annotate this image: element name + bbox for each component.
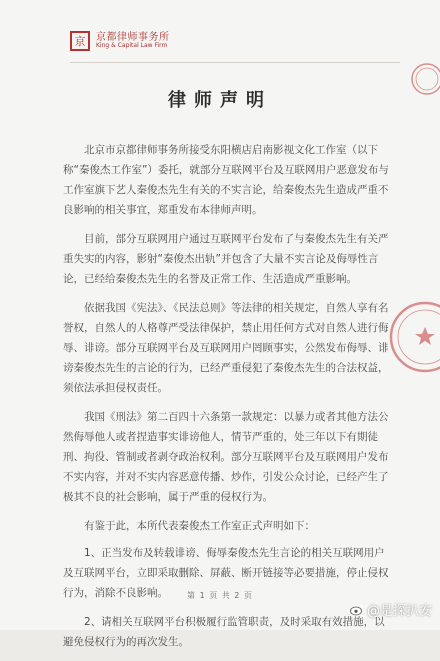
letterhead xyxy=(70,31,170,51)
weibo-watermark xyxy=(350,600,432,619)
paragraph-civil-law: 依据我国《宪法》、《民法总则》等法律的相关规定，自然人享有名誉权，自然人的人格尊严受法律保护，禁止用任何方式对自然人进行侮辱、诽谤。部分互联网平台及互联网用户罔顾事实，公然发布侮辱、诽谤秦俊杰先生的言论的行为，已经严重侵犯了秦俊杰先生的合法权益，须依法承担侵权责任。 xyxy=(63,302,389,394)
declaration-item-2: 2、请相关互联网平台积极履行监管职责，及时采取有效措施，以避免侵权行为的再次发生。 xyxy=(63,616,385,648)
firm-name-en: King & Capital Law Firm xyxy=(96,42,168,50)
document-title: 律师声明 xyxy=(168,90,272,111)
firm-logo: 京 xyxy=(70,31,90,51)
firm-name-cn: 京都律师事务所 xyxy=(96,32,170,44)
paragraph-intro: 北京市京都律师事务所接受东阳横店启南影视文化工作室（以下称“秦俊杰工作室”）委托，就部分互联网平台及互联网用户恶意发布与工作室旗下艺人秦俊杰先生有关的不实言论，给秦俊杰先生造成严重不良影响的相关事宜，郑重发布本律师声明。 xyxy=(63,144,389,216)
header-divider xyxy=(70,62,400,63)
watermark-text: @是探扒安 xyxy=(366,604,432,619)
law-firm-seal-icon xyxy=(388,300,440,374)
declaration-item-1: 1、正当发布及转载诽谤、侮辱秦俊杰先生言论的相关互联网用户及互联网平台，立即采取删除、屏蔽、断开链接等必要措施，停止侵权行为，消除不良影响。 xyxy=(63,547,389,599)
paragraph-declaration: 有鉴于此，本所代表秦俊杰工作室正式声明如下： xyxy=(84,520,315,532)
paragraph-facts: 目前，部分互联网用户通过互联网平台发布了与秦俊杰先生有关严重失实的内容，影射“秦俊杰出轨”并包含了大量不实言论及侮辱性言论，已经给秦俊杰先生的名誉及正常工作、生活造成严重影响。 xyxy=(63,233,389,285)
page-number: 第 1 页 共 2 页 xyxy=(187,591,253,600)
paragraph-criminal-law: 我国《刑法》第二百四十六条第一款规定：以暴力或者其他方法公然侮辱他人或者捏造事实诽谤他人，情节严重的，处三年以下有期徒刑、拘役、管制或者剥夺政治权利。部分互联网平台及互联网用户发布不实内容，并对不实内容恶意传播、炒作，引发公众讨论，已经产生了极其不良的社会影响，属于严重的侵权行为。 xyxy=(63,411,389,503)
firm-name-block xyxy=(96,32,170,50)
document-body xyxy=(63,140,389,661)
weibo-icon xyxy=(350,603,364,617)
